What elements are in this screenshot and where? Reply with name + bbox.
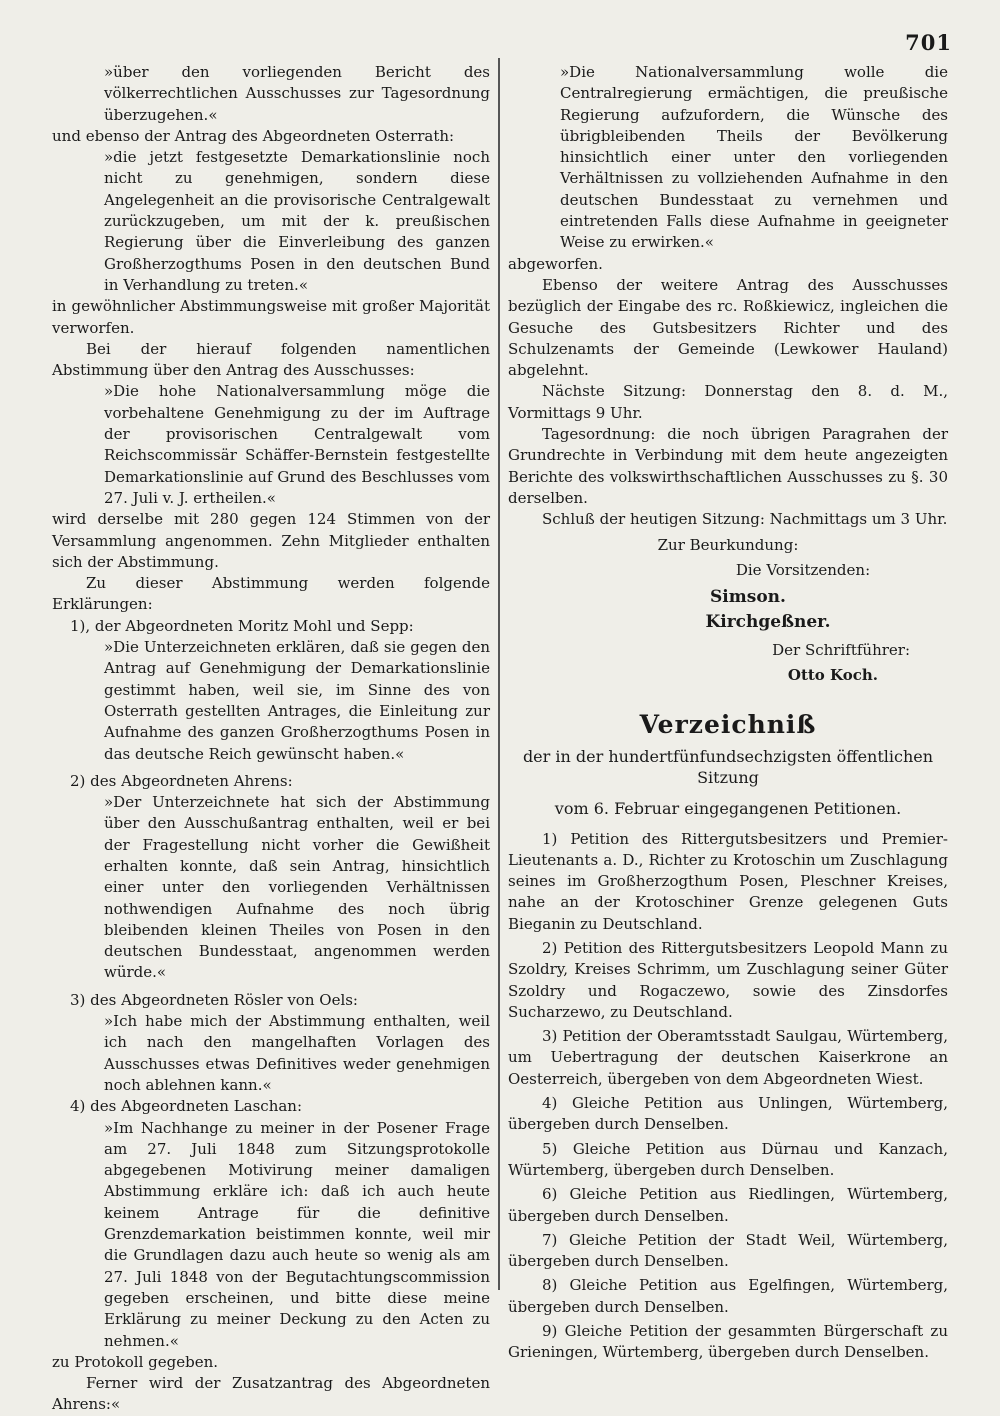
paragraph: Zu dieser Abstimmung werden folgende Erklärungen:	[52, 574, 490, 614]
list-item: 3) des Abgeordneten Rösler von Oels:	[70, 990, 358, 1009]
list-item: 1), der Abgeordneten Moritz Mohl und Sepp:	[70, 616, 414, 635]
list-item: 4) des Abgeordneten Laschan:	[70, 1097, 303, 1116]
paragraph: Nächste Sitzung: Donnerstag den 8. d. M., Vormittags 9 Uhr.	[508, 382, 948, 422]
paragraph: Ebenso der weitere Antrag des Ausschusses bezüglich der Eingabe des rc. Roßkiewicz, ingleichen die Gesuche des Gutsbesitzers Richter und des Schulzenamts der Gemeinde (Lewkower Hauland) abgelehnt.	[508, 275, 948, 380]
paragraph: »die jetzt festgesetzte Demarkationslinie noch nicht zu genehmigen, sondern diese Angelegenheit an die provisorische Centralgewalt zurückzugeben, um mit der k. preußischen Regierung über die Einverleibung des ganzen Großherzogthums Posen in den deutschen Bund in Verhandlung zu treten.«	[104, 148, 490, 294]
section-subtitle: der in der hundertfünfundsechzigsten öffentlichen Sitzung	[522, 746, 934, 787]
paragraph: »Ich habe mich der Abstimmung enthalten, weil ich nach den mangelhaften Vorlagen des Ausschusses etwas Definitives weder genehmigen noch ablehnen kann.«	[104, 1012, 490, 1094]
petition-item: 2) Petition des Rittergutsbesitzers Leopold Mann zu Szoldry, Kreises Schrimm, um Zuschlagung seiner Güter Szoldry und Rogaczewo, sowie des Zinsdorfes Sucharzewo, zu Deutschland.	[508, 938, 948, 1021]
paragraph: »Die hohe Nationalversammlung möge die vorbehaltene Genehmigung zu der im Auftrage der provisorischen Centralgewalt vom Reichscommissär Schäffer-Bernstein festgestellte Demarkationslinie auf Grund des Beschlusses vom 27. Juli v. J. ertheilen.«	[104, 382, 490, 507]
paragraph: Ferner wird der Zusatzantrag des Abgeordneten Ahrens:«	[52, 1374, 490, 1414]
paragraph: »Die Unterzeichneten erklären, daß sie gegen den Antrag auf Genehmigung der Demarkationslinie gestimmt haben, weil sie, im Sinne des von Osterrath gestellten Antrages, die Einleitung zur Aufnahme des ganzen Großherzogthums Posen in das deutsche Reich gewünscht haben.«	[104, 638, 490, 763]
petition-item: 7) Gleiche Petition der Stadt Weil, Würtemberg, übergeben durch Denselben.	[508, 1230, 948, 1271]
chair-name-1: Simson.	[710, 587, 786, 608]
secretary-label: Der Schriftführer:	[772, 640, 910, 659]
paragraph: »über den vorliegenden Bericht des völkerrechtlichen Ausschusses zur Tagesordnung überzugehen.«	[104, 63, 490, 124]
petition-item: 1) Petition des Rittergutsbesitzers und Premier-Lieutenants a. D., Richter zu Krotoschin um Zuschlagung seines im Großherzogthum Posen, Pleschner Kreises, nahe an der Krotoschiner Grenze gelegenen Guts Bieganin zu Deutschland.	[508, 829, 948, 933]
section-heading: Verzeichniß	[639, 710, 817, 740]
petition-item: 5) Gleiche Petition aus Dürnau und Kanzach, Würtemberg, übergeben durch Denselben.	[508, 1139, 948, 1179]
right-column	[508, 62, 948, 1364]
petition-item: 9) Gleiche Petition der gesammten Bürgerschaft zu Grieningen, Würtemberg, übergeben durch Denselben.	[508, 1322, 948, 1362]
petition-item: 4) Gleiche Petition aus Unlingen, Würtemberg, übergeben durch Denselben.	[508, 1094, 948, 1134]
secretary-name: Otto Koch.	[787, 666, 878, 685]
petition-item: 3) Petition der Oberamtsstadt Saulgau, Würtemberg, um Uebertragung der deutschen Kaiserkrone an Oesterreich, übergeben von dem Abgeordneten Wiest.	[508, 1027, 948, 1088]
chair-name-2: Kirchgeßner.	[705, 612, 831, 633]
column-divider	[498, 58, 500, 1290]
paragraph: zu Protokoll gegeben.	[52, 1352, 219, 1371]
page-number: 701	[905, 30, 952, 55]
paragraph: »Im Nachhange zu meiner in der Posener Frage am 27. Juli 1848 zum Sitzungsprotokolle abgegebenen Motivirung meiner damaligen Abstimmung erkläre ich: daß ich auch heute keinem Antrage für die definitive Grenzdemarkation beistimmen konnte, weil mir die Grundlagen dazu auch heute so wenig als am 27. Juli 1848 von der Begutachtungscommission gegeben erscheinen, und bitte diese meine Erklärung zu meiner Deckung zu den Acten zu nehmen.«	[104, 1118, 490, 1350]
paragraph: »Die Nationalversammlung wolle die Centralregierung ermächtigen, die preußische Regierung aufzufordern, die Wünsche des übrigbleibenden Theils der Bevölkerung hinsichtlich einer unter den vorliegenden Verhältnissen zu vollziehenden Aufnahme in den deutschen Bundesstaat zu vernehmen und eintretenden Falls diese Aufnahme in geeigneter Weise zu erwirken.«	[560, 63, 948, 252]
petition-item: 8) Gleiche Petition aus Egelfingen, Würtemberg, übergeben durch Denselben.	[508, 1276, 948, 1316]
list-item: 2) des Abgeordneten Ahrens:	[70, 771, 293, 790]
paragraph: Tagesordnung: die noch übrigen Paragrahen der Grundrechte in Verbindung mit dem heute angezeigten Berichte des volkswirthschaftlichen Ausschusses zu §. 30 derselben.	[508, 425, 948, 507]
petition-item: 6) Gleiche Petition aus Riedlingen, Würtemberg, übergeben durch Denselben.	[508, 1185, 948, 1225]
paragraph: in gewöhnlicher Abstimmungsweise mit großer Majorität verworfen.	[52, 297, 490, 337]
left-column	[52, 62, 490, 1416]
paragraph: abgeworfen.	[508, 254, 603, 273]
attestation-label: Zur Beurkundung:	[657, 535, 799, 554]
chairs-label: Die Vorsitzenden:	[735, 560, 871, 579]
paragraph: wird derselbe mit 280 gegen 124 Stimmen von der Versammlung angenommen. Zehn Mitglieder enthalten sich der Abstimmung.	[52, 510, 490, 571]
paragraph: »Der Unterzeichnete hat sich der Abstimmung über den Ausschußantrag enthalten, weil er bei der Fragestellung nicht vorher die Gewißheit erhalten konnte, daß sein Antrag, hinsichtlich einer unter den vorliegenden Verhältnissen nothwendigen Aufnahme des noch übrig bleibenden kleinen Theiles von Posen in den deutschen Bundesstaat, angenommen werden würde.«	[104, 793, 490, 982]
section-subtitle: vom 6. Februar eingegangenen Petitionen.	[554, 799, 902, 819]
paragraph: und ebenso der Antrag des Abgeordneten Osterrath:	[52, 126, 455, 145]
paragraph: Bei der hierauf folgenden namentlichen Abstimmung über den Antrag des Ausschusses:	[52, 339, 490, 380]
paragraph: Schluß der heutigen Sitzung: Nachmittags um 3 Uhr.	[542, 510, 948, 529]
